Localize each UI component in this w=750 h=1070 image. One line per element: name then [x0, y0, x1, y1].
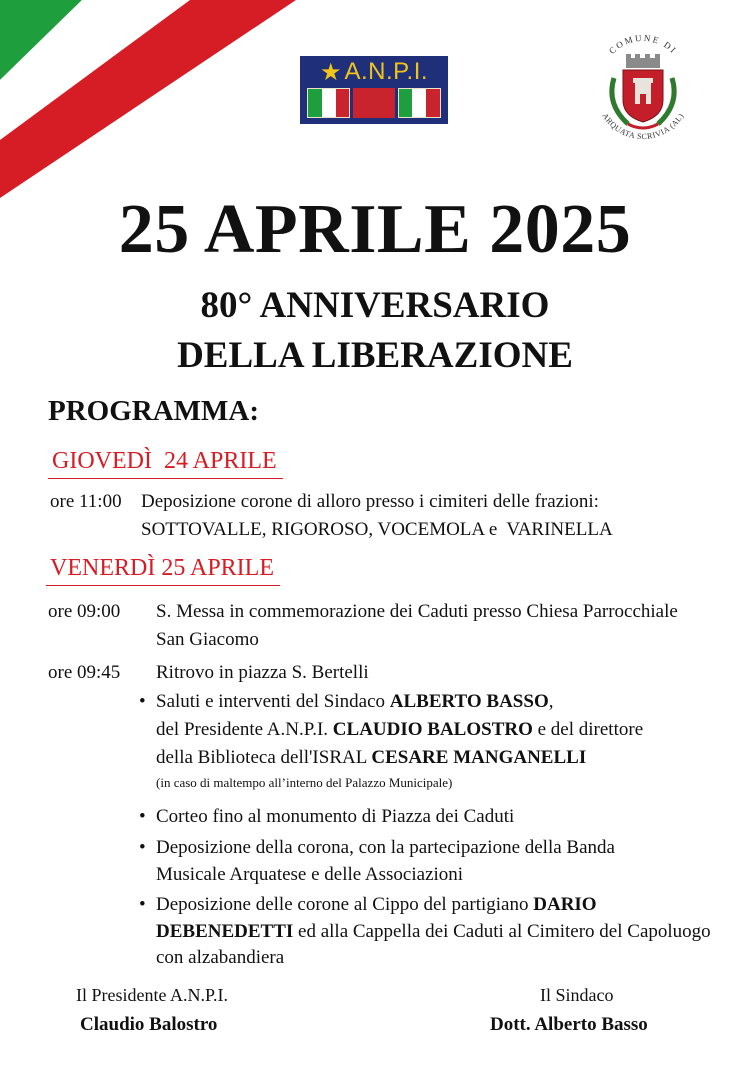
partisan-name-part2: DEBENEDETTI — [156, 921, 294, 942]
anpi-flag-right — [398, 88, 441, 118]
anpi-president-name: CLAUDIO BALOSTRO — [332, 719, 533, 740]
bullet-1-line1: Saluti e interventi del Sindaco ALBERTO BASSO, — [156, 691, 554, 712]
day2-time-1: ore 09:00 — [48, 601, 121, 622]
program-heading: PROGRAMMA: — [48, 395, 260, 427]
day1-line2: SOTTOVALLE, RIGOROSO, VOCEMOLA e VARINELLA — [141, 519, 613, 540]
bullet-1-line2: del Presidente A.N.P.I. CLAUDIO BALOSTRO e del direttore — [156, 719, 644, 740]
bullet-3-marker: • — [139, 837, 146, 858]
tricolore-corner — [0, 0, 300, 210]
bullet-4-line2: DEBENEDETTI ed alla Cappella dei Caduti al Cimitero del Capoluogo — [156, 921, 711, 942]
day2-heading: VENERDÌ 25 APRILE — [46, 553, 280, 586]
comune-seal — [588, 26, 698, 146]
bullet-2-marker: • — [139, 806, 146, 827]
seal-bottom-text: ARQUATA SCRIVIA (AL) — [600, 111, 686, 142]
bullet-1-marker: • — [139, 691, 146, 712]
day2-item2-text: Ritrovo in piazza S. Bertelli — [156, 662, 369, 683]
star-icon: ★ — [319, 58, 342, 86]
anpi-logo-text: A.N.P.I. — [344, 58, 429, 85]
bullet-2-text: Corteo fino al monumento di Piazza dei Caduti — [156, 806, 515, 827]
bullet-1-line3: della Biblioteca dell'ISRAL CESARE MANGANELLI — [156, 747, 587, 768]
anpi-red-panel — [353, 88, 394, 118]
bullet-4-marker: • — [139, 894, 146, 915]
day2-item1-line2: San Giacomo — [156, 629, 259, 650]
day1-heading: GIOVEDÌ 24 APRILE — [48, 446, 283, 479]
seal-top-text: COMUNE DI — [606, 32, 680, 57]
subtitle-line-1: 80° ANNIVERSARIO — [200, 285, 550, 326]
bullet-3-line1: Deposizione della corona, con la partecipazione della Banda — [156, 837, 615, 858]
day2-time-2: ore 09:45 — [48, 662, 121, 683]
signature-right-name: Dott. Alberto Basso — [490, 1014, 648, 1035]
bullet-1-note: (in caso di maltempo all’interno del Palazzo Municipale) — [156, 775, 453, 790]
director-name: CESARE MANGANELLI — [371, 747, 587, 768]
subtitle-line-2: DELLA LIBERAZIONE — [177, 335, 573, 376]
signature-left-name: Claudio Balostro — [80, 1014, 218, 1035]
bullet-4-line1: Deposizione delle corone al Cippo del partigiano DARIO — [156, 894, 597, 915]
day1-line1: Deposizione corone di alloro presso i cimiteri delle frazioni: — [141, 491, 599, 512]
signature-right-role: Il Sindaco — [540, 985, 614, 1005]
mayor-name: ALBERTO BASSO — [389, 691, 549, 712]
anpi-flag-left — [307, 88, 350, 118]
main-title: 25 APRILE 2025 — [118, 191, 632, 268]
day1-time: ore 11:00 — [50, 491, 122, 512]
signature-left-role: Il Presidente A.N.P.I. — [76, 985, 228, 1005]
bullet-4-line3: con alzabandiera — [156, 947, 285, 968]
anpi-logo — [300, 56, 448, 124]
bullet-3-line2: Musicale Arquatese e delle Associazioni — [156, 864, 464, 885]
partisan-name-part1: DARIO — [533, 894, 597, 915]
day2-item1-line1: S. Messa in commemorazione dei Caduti presso Chiesa Parrocchiale — [156, 601, 678, 622]
